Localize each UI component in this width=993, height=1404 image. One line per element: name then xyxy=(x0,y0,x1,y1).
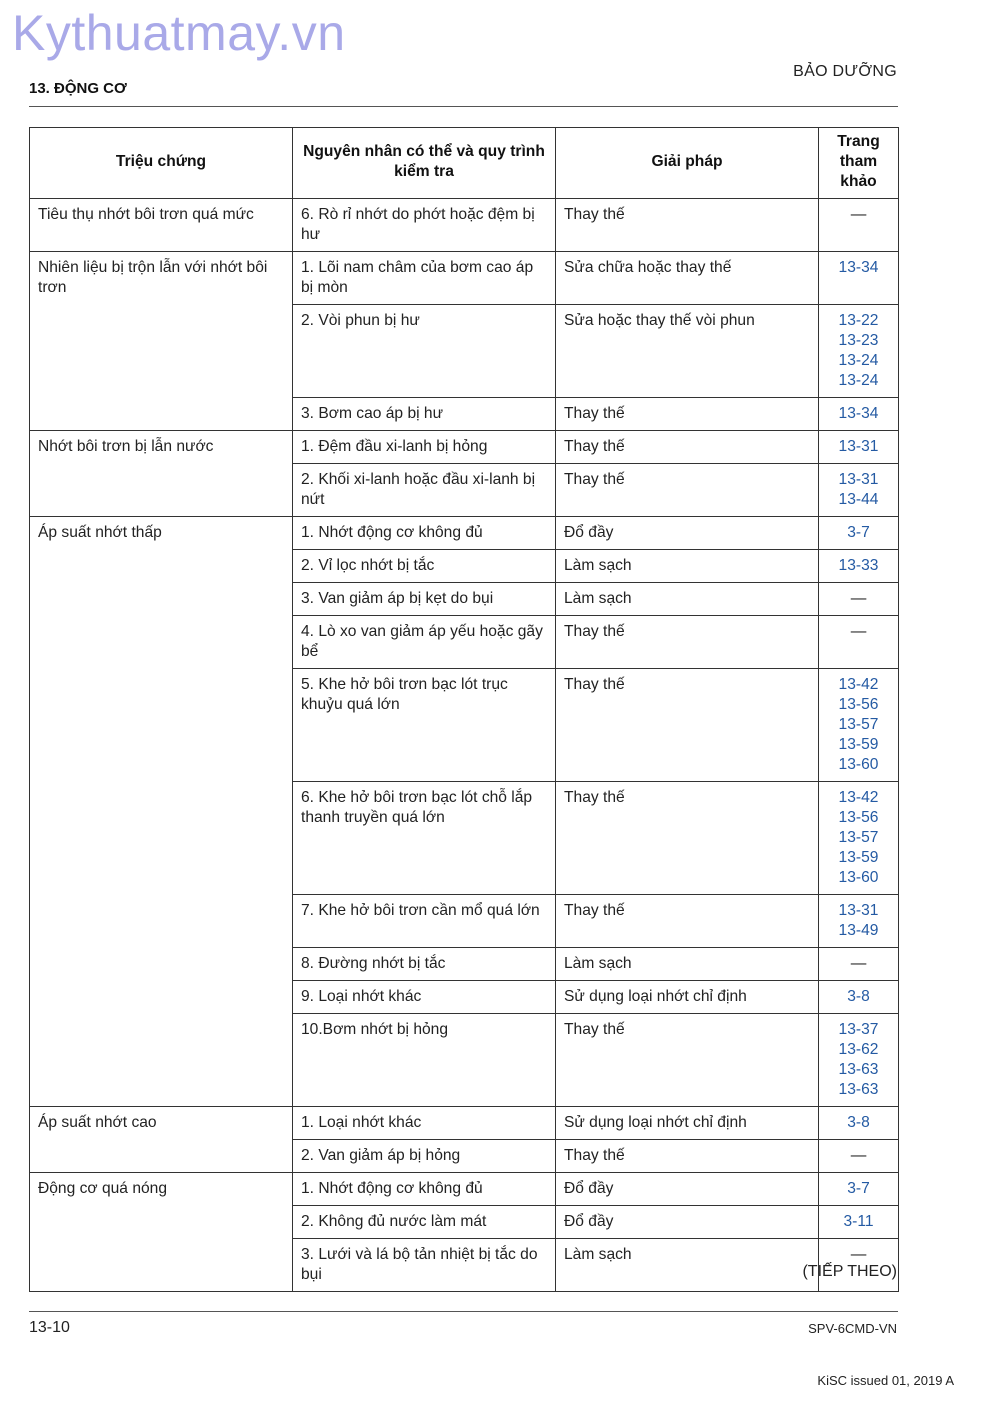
symptom-cell: Tiêu thụ nhớt bôi trơn quá mức xyxy=(30,199,293,252)
page-reference-link[interactable]: 13-22 xyxy=(838,312,879,329)
reference-cell xyxy=(819,1173,899,1206)
page-reference-link[interactable]: 13-49 xyxy=(838,922,879,939)
page-reference-link[interactable]: 3-7 xyxy=(847,524,870,541)
page-reference-link[interactable]: 13-62 xyxy=(838,1041,879,1058)
header-cause: Nguyên nhân có thể và quy trình kiểm tra xyxy=(293,128,556,199)
symptom-cell: Áp suất nhớt cao xyxy=(30,1107,293,1173)
cause-cell: 4. Lò xo van giảm áp yếu hoặc gãy bể xyxy=(293,616,556,669)
page-reference-link[interactable]: 13-42 xyxy=(838,676,879,693)
solution-cell: Thay thế xyxy=(556,1140,819,1173)
cause-cell: 2. Vỉ lọc nhớt bị tắc xyxy=(293,550,556,583)
page-reference-link[interactable]: 13-23 xyxy=(838,332,879,349)
cause-cell: 3. Bơm cao áp bị hư xyxy=(293,398,556,431)
header-category: BẢO DƯỠNG xyxy=(793,63,897,80)
table-row xyxy=(30,252,899,305)
page-reference-link[interactable]: 13-59 xyxy=(838,736,879,753)
table-row xyxy=(30,1107,899,1140)
cause-cell: 2. Khối xi-lanh hoặc đầu xi-lanh bị nứt xyxy=(293,464,556,517)
cause-cell: 3. Van giảm áp bị kẹt do bụi xyxy=(293,583,556,616)
page-reference-link[interactable]: 13-24 xyxy=(838,372,879,389)
page-reference-link[interactable]: 13-60 xyxy=(838,869,879,886)
reference-cell xyxy=(819,583,899,616)
solution-cell: Đổ đầy xyxy=(556,1173,819,1206)
reference-cell xyxy=(819,1107,899,1140)
solution-cell: Sửa hoặc thay thế vòi phun xyxy=(556,305,819,398)
reference-cell xyxy=(819,1140,899,1173)
continued-label: (TIẾP THEO) xyxy=(802,1263,897,1280)
cause-cell: 6. Khe hở bôi trơn bạc lót chỗ lắp thanh truyền quá lớn xyxy=(293,782,556,895)
page-reference-link[interactable]: 13-34 xyxy=(838,405,879,422)
cause-cell: 3. Lưới và lá bộ tản nhiệt bị tắc do bụi xyxy=(293,1239,556,1292)
symptom-cell: Nhiên liệu bị trộn lẫn với nhớt bôi trơn xyxy=(30,252,293,431)
page-reference-link[interactable]: 13-37 xyxy=(838,1021,879,1038)
reference-cell xyxy=(819,517,899,550)
page-reference-link[interactable]: 3-8 xyxy=(847,988,870,1005)
table-row xyxy=(30,431,899,464)
page-reference-link[interactable]: 13-31 xyxy=(838,471,879,488)
symptom-cell: Áp suất nhớt thấp xyxy=(30,517,293,1107)
page-reference-link[interactable]: 13-44 xyxy=(838,491,879,508)
symptom-cell: Động cơ quá nóng xyxy=(30,1173,293,1292)
header-divider xyxy=(29,106,898,107)
solution-cell: Thay thế xyxy=(556,199,819,252)
solution-cell: Làm sạch xyxy=(556,583,819,616)
cause-cell: 2. Van giảm áp bị hỏng xyxy=(293,1140,556,1173)
page-reference-link[interactable]: 13-33 xyxy=(838,557,879,574)
reference-cell xyxy=(819,398,899,431)
solution-cell: Thay thế xyxy=(556,464,819,517)
page-reference-link[interactable]: 3-8 xyxy=(847,1114,870,1131)
cause-cell: 6. Rò rỉ nhớt do phớt hoặc đệm bị hư xyxy=(293,199,556,252)
cause-cell: 2. Vòi phun bị hư xyxy=(293,305,556,398)
header-reference: Trang tham khảo xyxy=(819,128,899,199)
cause-cell: 8. Đường nhớt bị tắc xyxy=(293,948,556,981)
page-reference-link[interactable]: 13-42 xyxy=(838,789,879,806)
cause-cell: 7. Khe hở bôi trơn cần mổ quá lớn xyxy=(293,895,556,948)
page-reference-link[interactable]: 13-60 xyxy=(838,756,879,773)
solution-cell: Làm sạch xyxy=(556,948,819,981)
page-reference-link[interactable]: 13-31 xyxy=(838,438,879,455)
section-title: 13. ĐỘNG CƠ xyxy=(29,80,127,97)
cause-cell: 9. Loại nhớt khác xyxy=(293,981,556,1014)
solution-cell: Thay thế xyxy=(556,1014,819,1107)
no-reference-dash: — xyxy=(850,623,867,640)
no-reference-dash: — xyxy=(850,1246,867,1263)
reference-cell xyxy=(819,431,899,464)
solution-cell: Thay thế xyxy=(556,669,819,782)
no-reference-dash: — xyxy=(850,955,867,972)
cause-cell: 2. Không đủ nước làm mát xyxy=(293,1206,556,1239)
table-row xyxy=(30,517,899,550)
solution-cell: Sử dụng loại nhớt chỉ định xyxy=(556,981,819,1014)
page-reference-link[interactable]: 13-24 xyxy=(838,352,879,369)
reference-cell xyxy=(819,252,899,305)
table-row xyxy=(30,199,899,252)
solution-cell: Thay thế xyxy=(556,895,819,948)
cause-cell: 10.Bơm nhớt bị hỏng xyxy=(293,1014,556,1107)
reference-cell xyxy=(819,669,899,782)
table-row xyxy=(30,1173,899,1206)
symptom-cell: Nhớt bôi trơn bị lẫn nước xyxy=(30,431,293,517)
solution-cell: Làm sạch xyxy=(556,550,819,583)
table-header-row xyxy=(30,128,899,199)
cause-cell: 1. Loại nhớt khác xyxy=(293,1107,556,1140)
reference-cell xyxy=(819,948,899,981)
page-reference-link[interactable]: 13-59 xyxy=(838,849,879,866)
issued-note: KiSC issued 01, 2019 A xyxy=(817,1373,954,1388)
solution-cell: Đổ đầy xyxy=(556,517,819,550)
page-reference-link[interactable]: 3-11 xyxy=(843,1213,874,1230)
page-reference-link[interactable]: 13-34 xyxy=(838,259,879,276)
cause-cell: 1. Lõi nam châm của bơm cao áp bị mòn xyxy=(293,252,556,305)
reference-cell xyxy=(819,981,899,1014)
reference-cell xyxy=(819,464,899,517)
solution-cell: Làm sạch xyxy=(556,1239,819,1292)
no-reference-dash: — xyxy=(850,206,867,223)
solution-cell: Sử dụng loại nhớt chỉ định xyxy=(556,1107,819,1140)
table-body xyxy=(30,199,899,1292)
reference-cell xyxy=(819,1014,899,1107)
solution-cell: Thay thế xyxy=(556,782,819,895)
reference-cell xyxy=(819,305,899,398)
reference-cell xyxy=(819,782,899,895)
header-solution: Giải pháp xyxy=(556,128,819,199)
header-symptom: Triệu chứng xyxy=(30,128,293,199)
cause-cell: 5. Khe hở bôi trơn bạc lót trục khuỷu quá lớn xyxy=(293,669,556,782)
cause-cell: 1. Nhớt động cơ không đủ xyxy=(293,517,556,550)
watermark-logo: Kythuatmay.vn xyxy=(12,5,346,61)
cause-cell: 1. Nhớt động cơ không đủ xyxy=(293,1173,556,1206)
footer-divider xyxy=(29,1311,898,1312)
solution-cell: Thay thế xyxy=(556,398,819,431)
reference-cell xyxy=(819,616,899,669)
page-reference-link[interactable]: 13-56 xyxy=(838,809,879,826)
cause-cell: 1. Đệm đầu xi-lanh bị hỏng xyxy=(293,431,556,464)
no-reference-dash: — xyxy=(850,1147,867,1164)
page-reference-link[interactable]: 13-63 xyxy=(838,1081,879,1098)
solution-cell: Thay thế xyxy=(556,431,819,464)
reference-cell xyxy=(819,550,899,583)
solution-cell: Đổ đầy xyxy=(556,1206,819,1239)
page-reference-link[interactable]: 13-57 xyxy=(838,829,879,846)
page-reference-link[interactable]: 3-7 xyxy=(847,1180,870,1197)
page-number: 13-10 xyxy=(29,1319,70,1336)
page-reference-link[interactable]: 13-56 xyxy=(838,696,879,713)
page-reference-link[interactable]: 13-63 xyxy=(838,1061,879,1078)
solution-cell: Sửa chữa hoặc thay thế xyxy=(556,252,819,305)
page-reference-link[interactable]: 13-57 xyxy=(838,716,879,733)
document-code: SPV-6CMD-VN xyxy=(808,1321,897,1336)
troubleshooting-table xyxy=(29,127,899,1292)
reference-cell xyxy=(819,1206,899,1239)
reference-cell xyxy=(819,199,899,252)
solution-cell: Thay thế xyxy=(556,616,819,669)
reference-cell xyxy=(819,895,899,948)
no-reference-dash: — xyxy=(850,590,867,607)
page-reference-link[interactable]: 13-31 xyxy=(838,902,879,919)
